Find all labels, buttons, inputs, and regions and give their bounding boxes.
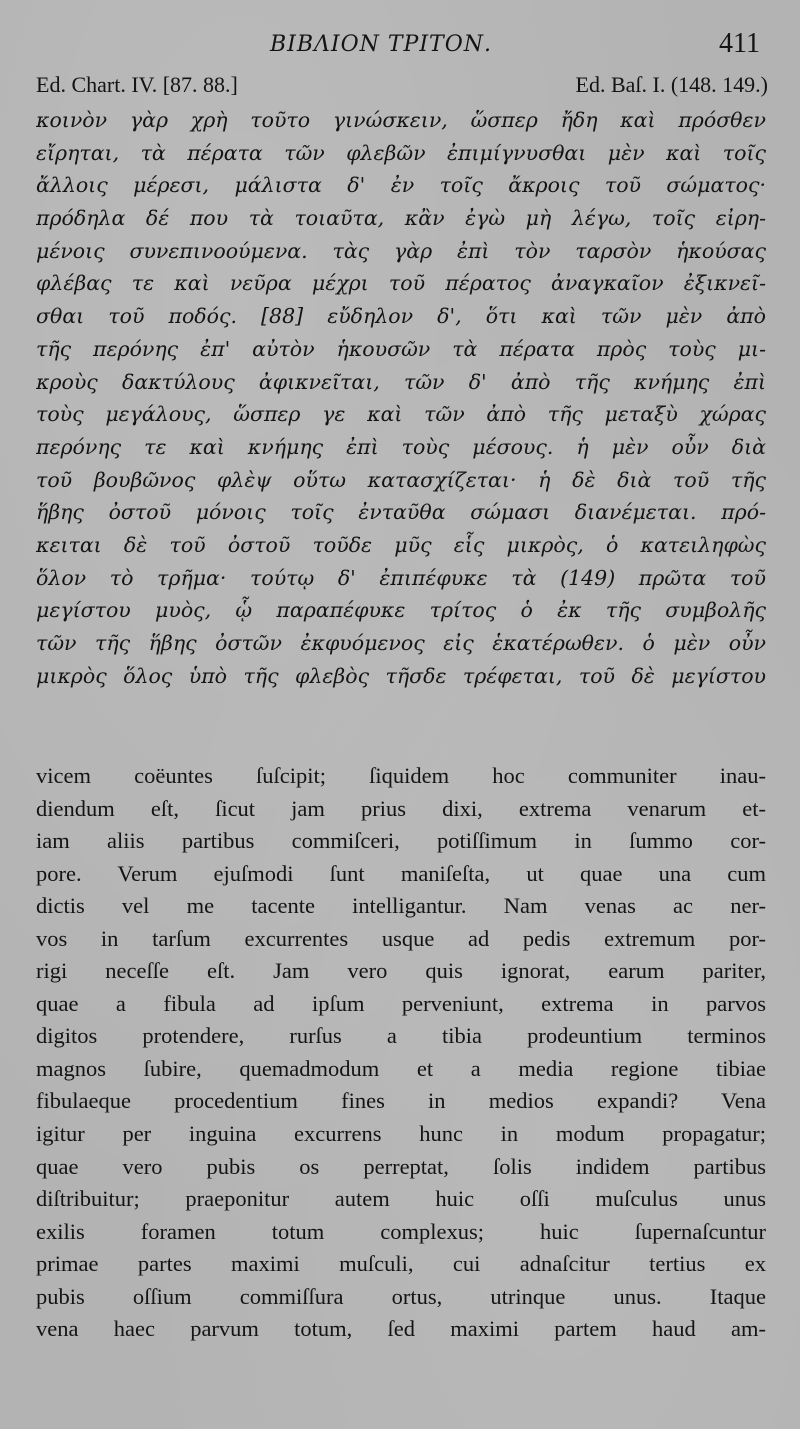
edition-ref-chartier: Ed. Chart. IV. [87. 88.] xyxy=(36,72,238,97)
latin-line: primae partes maximi muſculi, cui adnaſcitur tertius ex xyxy=(36,1251,766,1277)
latin-line: quae vero pubis os perreptat, ſolis indidem partibus xyxy=(36,1153,766,1179)
greek-line: τοῦ βουβῶνος φλὲψ οὕτω κατασχίζεται· ἡ δὲ διὰ τοῦ τῆς xyxy=(36,467,766,492)
latin-line: exilis foramen totum complexus; huic ſupernaſcuntur xyxy=(36,1218,766,1244)
book-title: ΒΙΒΛΙΟΝ ΤΡΙΤΟΝ. xyxy=(270,32,493,57)
latin-line: pore. Verum ejuſmodi ſunt maniſeſta, ut quae una cum xyxy=(36,860,766,886)
latin-line: rigi neceſſe eſt. Jam vero quis ignorat, earum pariter, xyxy=(36,958,766,984)
running-header xyxy=(0,26,800,66)
greek-line: κειται δὲ τοῦ ὀστοῦ τοῦδε μῦς εἷς μικρὸς, ὁ κατειληφὼς xyxy=(36,532,766,557)
latin-line: pubis oſſium commiſſura ortus, utrinque unus. Itaque xyxy=(36,1283,766,1309)
greek-line: κροὺς δακτύλους ἀφικνεῖται, τῶν δ' ἀπὸ τῆς κνήμης ἐπὶ xyxy=(36,369,766,394)
latin-line: digitos protendere, rurſus a tibia prodeuntium terminos xyxy=(36,1023,766,1049)
greek-line: τῆς περόνης ἐπ' αὐτὸν ἡκουσῶν τὰ πέρατα πρὸς τοὺς μι- xyxy=(36,336,766,361)
greek-line: τῶν τῆς ἥβης ὀστῶν ἐκφυόμενος εἰς ἑκατέρωθεν. ὁ μὲν οὖν xyxy=(36,631,766,655)
greek-line: περόνης τε καὶ κνήμης ἐπὶ τοὺς μέσους. ἡ μὲν οὖν διὰ xyxy=(36,434,766,459)
page-number: 411 xyxy=(719,28,760,59)
latin-line: magnos ſubire, quemadmodum et a media regione tibiae xyxy=(36,1055,766,1081)
latin-line: vos in tarſum excurrentes usque ad pedis extremum por- xyxy=(36,925,766,951)
latin-line: iam aliis partibus commiſceri, potiſſimum in ſummo cor- xyxy=(36,828,766,854)
greek-line: ἥβης ὀστοῦ μόνοις τοῖς ἐνταῦθα σώμασι διανέμεται. πρό- xyxy=(36,500,766,525)
edition-references xyxy=(36,72,768,104)
greek-line: μένοις συνεπινοούμενα. τὰς γὰρ ἐπὶ τὸν ταρσὸν ἡκούσας xyxy=(36,238,766,263)
greek-line: μικρὸς ὅλος ὑπὸ τῆς φλεβὸς τῆσδε τρέφεται, τοῦ δὲ μεγίστου xyxy=(36,663,766,688)
latin-line: igitur per inguina excurrens hunc in modum propagatur; xyxy=(36,1121,766,1147)
latin-line: dictis vel me tacente intelligantur. Nam venas ac ner- xyxy=(36,893,766,919)
greek-line: πρόδηλα δέ που τὰ τοιαῦτα, κἂν ἐγὼ μὴ λέγω, τοῖς εἰρη- xyxy=(36,206,766,231)
greek-line: ἄλλοις μέρεσι, μάλιστα δ' ἐν τοῖς ἄκροις τοῦ σώματος· xyxy=(36,173,766,198)
greek-line: σθαι τοῦ ποδός. [88] εὔδηλον δ', ὅτι καὶ τῶν μὲν ἀπὸ xyxy=(36,304,766,329)
greek-text-block xyxy=(36,104,766,692)
latin-line: fibulaeque procedentium fines in medios expandi? Vena xyxy=(36,1088,766,1114)
edition-ref-basel: Ed. Baſ. I. (148. 149.) xyxy=(575,72,768,97)
greek-line: κοινὸν γὰρ χρὴ τοῦτο γινώσκειν, ὥσπερ ἤδη καὶ πρόσθεν xyxy=(36,108,766,132)
latin-line: quae a fibula ad ipſum perveniunt, extrema in parvos xyxy=(36,990,766,1016)
greek-line: τοὺς μεγάλους, ὥσπερ γε καὶ τῶν ἀπὸ τῆς μεταξὺ χώρας xyxy=(36,402,766,427)
greek-line: εἴρηται, τὰ πέρατα τῶν φλεβῶν ἐπιμίγνυσθαι μὲν καὶ τοῖς xyxy=(36,140,766,165)
latin-text-block xyxy=(36,760,766,1346)
latin-line: diendum eſt, ſicut jam prius dixi, extrema venarum et- xyxy=(36,795,766,821)
greek-line: φλέβας τε καὶ νεῦρα μέχρι τοῦ πέρατος ἀναγκαῖον ἐξικνεῖ- xyxy=(36,271,766,296)
greek-line: ὅλον τὸ τρῆμα· τούτῳ δ' ἐπιπέφυκε τὰ (149) πρῶτα τοῦ xyxy=(36,565,766,590)
latin-line: vena haec parvum totum, ſed maximi partem haud am- xyxy=(36,1316,766,1342)
greek-line: μεγίστου μυὸς, ᾧ παραπέφυκε τρίτος ὁ ἐκ τῆς συμβολῆς xyxy=(36,598,766,623)
latin-line: vicem coëuntes ſuſcipit; ſiquidem hoc communiter inau- xyxy=(36,763,766,788)
latin-line: diſtribuitur; praeponitur autem huic oſſi muſculus unus xyxy=(36,1186,766,1212)
